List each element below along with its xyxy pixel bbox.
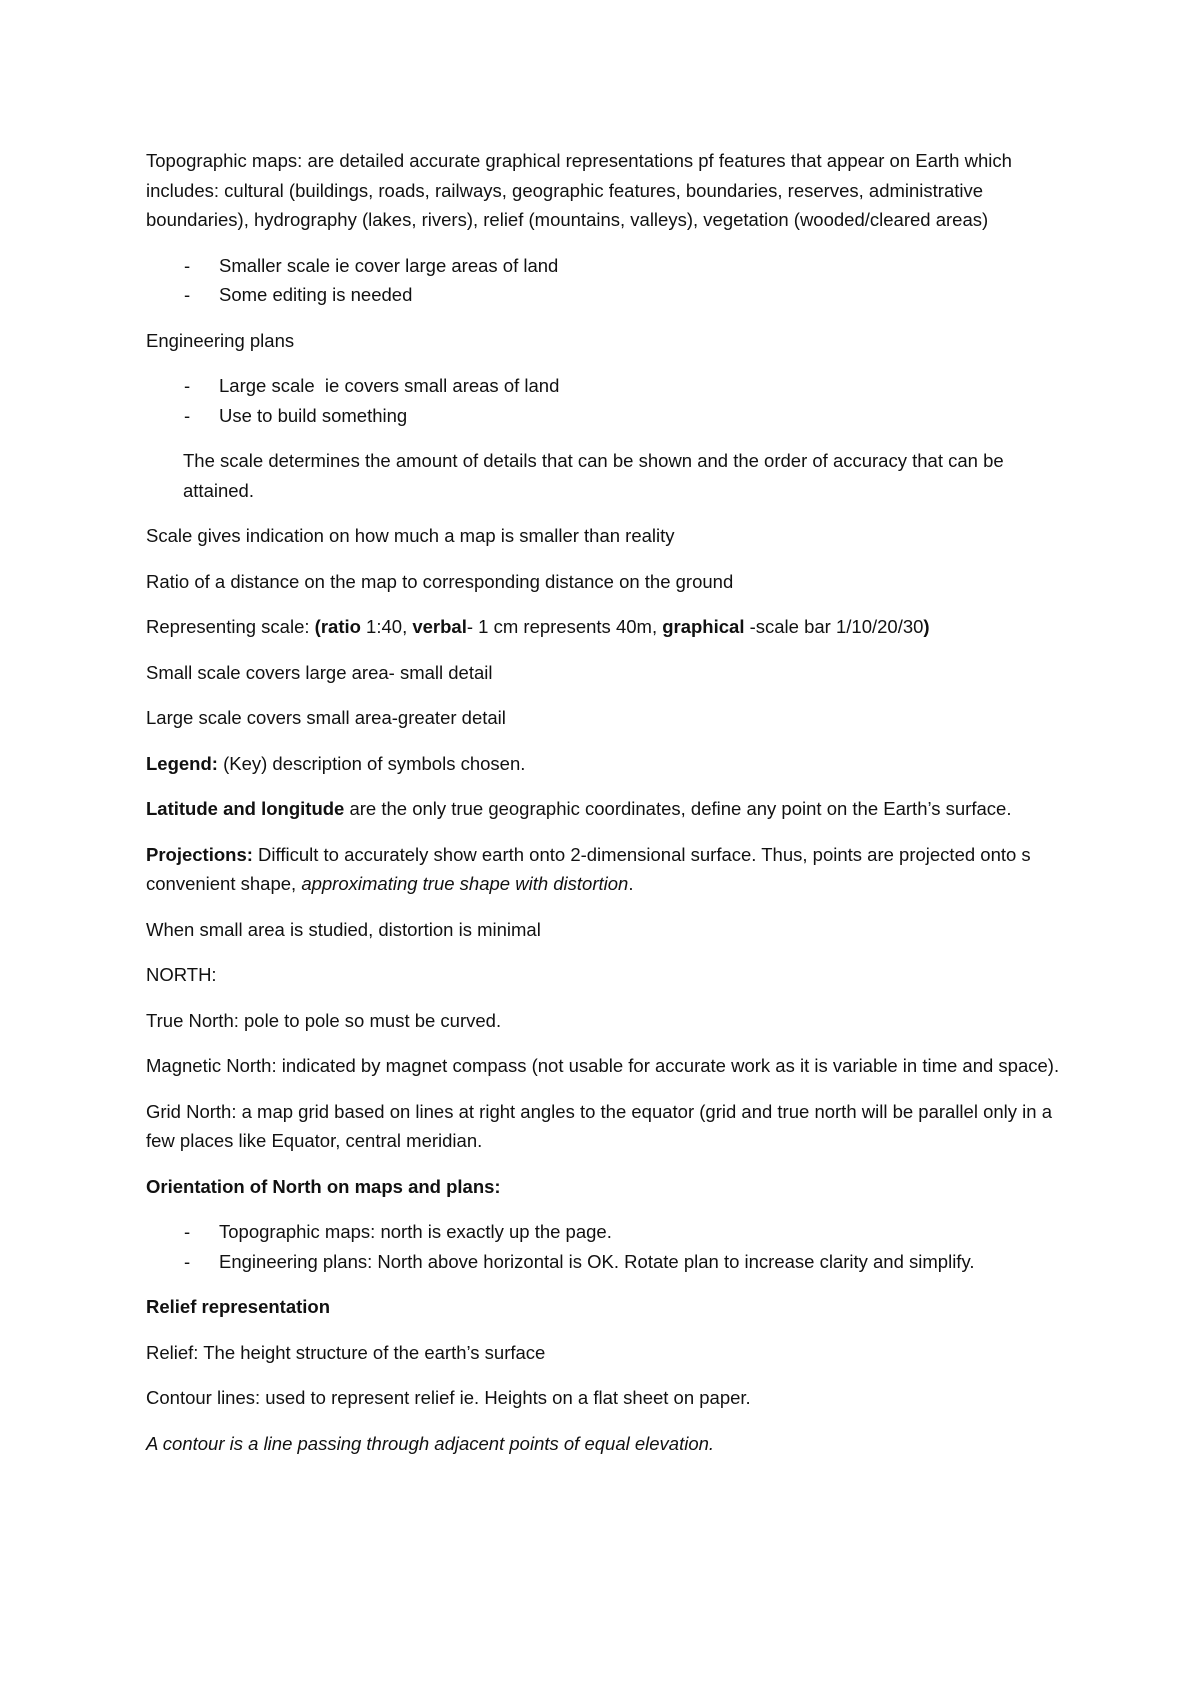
north-heading: NORTH: xyxy=(146,964,217,985)
orientation-heading: Orientation of North on maps and plans: xyxy=(146,1175,501,1197)
large-scale-paragraph: Large scale covers small area-greater detail xyxy=(146,707,506,728)
grid-north-paragraph: Grid North: a map grid based on lines at right angles to the equator (grid and true north will be parallel only in a few places like Equator, central meridian. xyxy=(146,1100,1052,1151)
magnetic-north-paragraph: Magnetic North: indicated by magnet compass (not usable for accurate work as it is variable in time and space). xyxy=(146,1055,1060,1076)
scale-note-paragraph: The scale determines the amount of details that can be shown and the order of accuracy that can be attained. xyxy=(183,450,1004,501)
dash-bullet: - xyxy=(184,1221,191,1242)
document-page xyxy=(146,146,1076,1474)
engineering-bullet-list xyxy=(146,371,1076,430)
representing-scale-paragraph: Representing scale: (ratio 1:40, verbal- 1 cm represents 40m, graphical -scale bar 1/10/20/30) xyxy=(146,616,930,637)
scale-indication-paragraph: Scale gives indication on how much a map is smaller than reality xyxy=(146,525,675,546)
dash-bullet: - xyxy=(184,254,191,276)
topographic-maps-paragraph: Topographic maps: are detailed accurate graphical representations pf features that appear on Earth which includes: cultural (buildings, roads, railways, geographic features, boundaries, reserves, administrative boundaries), hydrography (lakes, rivers), relief (mountains, valleys), vegetation (wooded/cleared areas) xyxy=(146,150,1012,230)
relief-definition-paragraph: Relief: The height structure of the earth’s surface xyxy=(146,1341,546,1363)
list-item: - Use to build something xyxy=(146,401,1076,431)
list-item: - Some editing is needed xyxy=(146,280,1076,310)
contour-definition-paragraph: A contour is a line passing through adjacent points of equal elevation. xyxy=(146,1432,715,1454)
list-item: - Smaller scale ie cover large areas of land xyxy=(146,251,1076,281)
legend-paragraph: Legend: (Key) description of symbols chosen. xyxy=(146,752,526,774)
list-item: - Large scale ie covers small areas of land xyxy=(146,371,1076,401)
latitude-longitude-paragraph: Latitude and longitude are the only true geographic coordinates, define any point on the Earth’s surface. xyxy=(146,798,1012,819)
dash-bullet: - xyxy=(184,375,191,396)
true-north-paragraph: True North: pole to pole so must be curved. xyxy=(146,1009,502,1031)
relief-heading: Relief representation xyxy=(146,1296,331,1317)
dash-bullet: - xyxy=(184,284,191,305)
small-scale-paragraph: Small scale covers large area- small detail xyxy=(146,661,493,683)
ratio-definition-paragraph: Ratio of a distance on the map to corresponding distance on the ground xyxy=(146,570,734,592)
small-area-paragraph: When small area is studied, distortion is minimal xyxy=(146,918,541,940)
orientation-bullet-list xyxy=(146,1217,1076,1276)
list-item: - Topographic maps: north is exactly up the page. xyxy=(146,1217,1076,1247)
dash-bullet: - xyxy=(184,404,191,426)
engineering-plans-heading: Engineering plans xyxy=(146,329,295,351)
topographic-bullet-list xyxy=(146,251,1076,310)
dash-bullet: - xyxy=(184,1250,191,1272)
contour-lines-paragraph: Contour lines: used to represent relief ie. Heights on a flat sheet on paper. xyxy=(146,1387,751,1408)
list-item: - Engineering plans: North above horizontal is OK. Rotate plan to increase clarity and simplify. xyxy=(146,1247,1076,1277)
projections-paragraph: Projections: Difficult to accurately show earth onto 2-dimensional surface. Thus, points are projected onto s convenient shape, approximating true shape with distortion. xyxy=(146,843,1031,894)
